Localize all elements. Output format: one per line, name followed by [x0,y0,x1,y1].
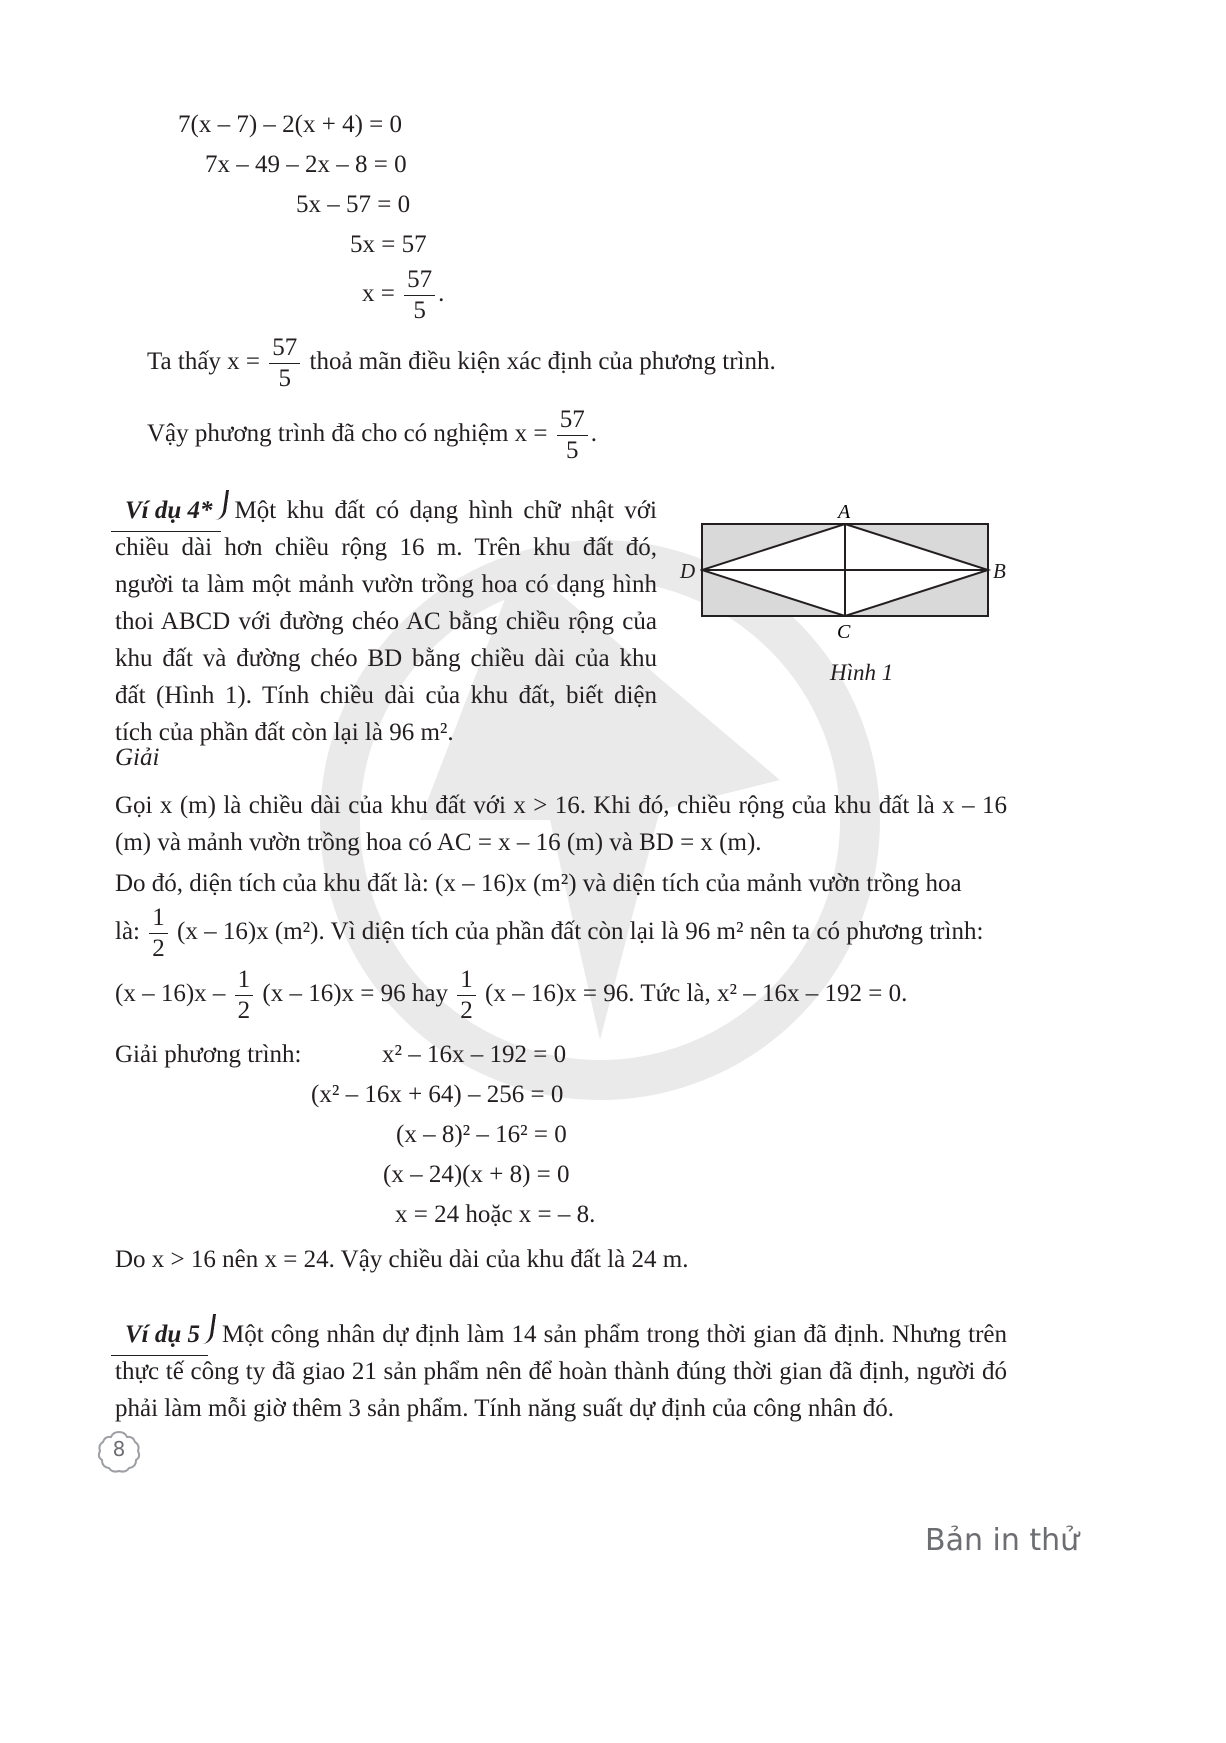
vertex-label-d: D [680,559,696,583]
solution-paragraph-2: Do đó, diện tích của khu đất là: (x – 16)x (m²) và diện tích của mảnh vườn trồng hoa [115,870,962,897]
fraction [235,965,254,1026]
proof-mark: Bản in thử [925,1523,1080,1558]
fraction-denominator: 2 [460,997,473,1024]
equation-line: 7x – 49 – 2x – 8 = 0 [205,151,407,178]
fraction-denominator: 5 [566,437,579,464]
solve-label: Giải phương trình: [115,1041,302,1068]
page-number: 8 [112,1437,126,1461]
text-span: (x – 16)x = 96. Tức là, x² – 16x – 192 = 0. [485,980,908,1008]
figure-rhombus-diagram [700,500,1010,650]
fraction-denominator: 5 [278,365,292,392]
fraction-denominator: 5 [413,297,426,324]
fraction [269,333,300,394]
fraction-numerator: 57 [404,265,435,296]
text-span: (x – 16)x (m²). Vì diện tích của phần đất còn lại là 96 m² nên ta có phương trình: [177,918,984,946]
check-line [147,333,776,394]
equation-line: x = $\frac{57}{5}$ . [362,266,445,324]
fraction-numerator: 1 [457,965,476,996]
fraction-numerator: 57 [557,405,588,436]
check-text-b: thoả mãn điều kiện xác định của phương trình. [309,348,776,376]
equation-line: 5x – 57 = 0 [296,191,411,218]
conclusion-line: Vậy phương trình đã cho có nghiệm x = $\frac{57}{5}$ . [147,406,598,464]
fraction-denominator: 2 [152,935,165,962]
equation-lhs: x = [362,280,395,308]
example-5-text: Một công nhân dự định làm 14 sản phẩm trong thời gian đã định. Nhưng trên thực tế công ty đã giao 21 sản phẩm nên để hoàn thành đúng thời gian đã định, người đó phải làm mỗi giờ thêm 3 sản phẩm. Tính năng suất dự định của công nhân đó. [115,1321,1007,1422]
example-4-tag: Ví dụ 4* [115,492,227,529]
example-4-paragraph [115,492,657,751]
text-span: (x – 16)x = 96 hay [262,980,449,1008]
page-number-badge [97,1430,141,1474]
solve-step-5: x = 24 hoặc x = – 8. [395,1201,596,1228]
solve-step-1: x² – 16x – 192 = 0 [382,1041,567,1068]
equation-line: 5x = 57 [350,231,427,258]
vertex-label-b: B [993,559,1006,583]
vertex-label-a: A [838,501,851,523]
fraction [149,903,168,964]
figure-caption: Hình 1 [830,660,894,685]
solve-step-2: (x² – 16x + 64) – 256 = 0 [311,1081,564,1108]
fraction-numerator: 1 [235,965,254,996]
fraction [404,265,435,326]
solution-heading: Giải [115,744,160,771]
text-span: là: [115,918,140,946]
solution-final: Do x > 16 nên x = 24. Vậy chiều dài của khu đất là 24 m. [115,1246,689,1273]
solve-step-3: (x – 8)² – 16² = 0 [396,1121,567,1148]
solve-step-4: (x – 24)(x + 8) = 0 [383,1161,570,1188]
conclusion-text: Vậy phương trình đã cho có nghiệm x = [147,420,548,448]
fraction-numerator: 57 [269,333,300,364]
solution-paragraph-1: Gọi x (m) là chiều dài của khu đất với x > 16. Khi đó, chiều rộng của khu đất là x – 16 (m) và mảnh vườn trồng hoa có AC = x – 16 (m) và BD = x (m). [115,792,1007,856]
text-span: (x – 16)x – [115,980,226,1008]
vertex-label-c: C [837,621,851,643]
fraction-numerator: 1 [149,903,168,934]
example-5-tag: Ví dụ 5 [115,1316,214,1353]
solution-paragraph-3 [115,903,983,964]
example-5-paragraph [115,1316,1007,1427]
fraction [457,965,476,1026]
example-4-text: Một khu đất có dạng hình chữ nhật với chiều dài hơn chiều rộng 16 m. Trên khu đất đó, người ta làm một mảnh vườn trồng hoa có dạng hình thoi ABCD với đường chéo AC bằng chiều rộng của khu đất và đường chéo BD bằng chiều dài của khu đất (Hình 1). Tính chiều dài của khu đất, biết diện tích của phần đất còn lại là 96 m². [115,497,657,746]
fraction-denominator: 2 [237,997,251,1024]
fraction [557,405,588,466]
solution-paragraph-4 [115,965,907,1026]
check-text-a: Ta thấy x = [147,348,261,376]
equation-line: 7(x – 7) – 2(x + 4) = 0 [178,111,402,138]
